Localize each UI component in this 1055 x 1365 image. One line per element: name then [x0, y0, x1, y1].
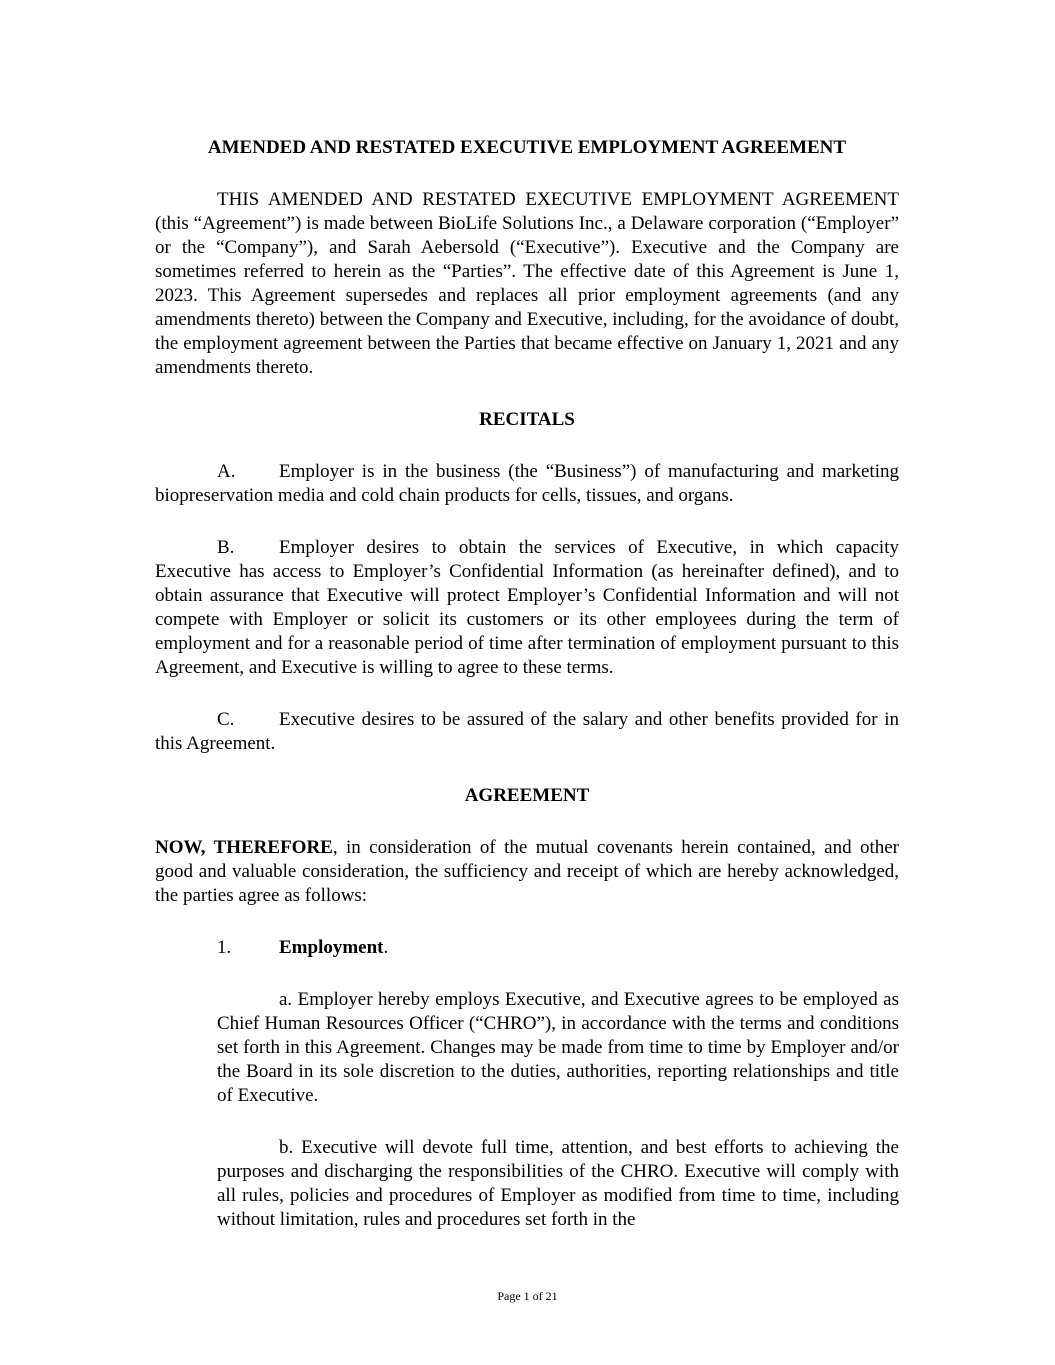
- section-number: 1.: [217, 937, 232, 958]
- recital-text: Executive desires to be assured of the salary and other benefits provided for in this Agreement.: [155, 709, 899, 754]
- recital-a: [155, 460, 899, 508]
- recital-letter: A.: [217, 461, 236, 482]
- recital-letter: C.: [217, 709, 235, 730]
- recital-letter: B.: [217, 537, 235, 558]
- section-title-suffix: .: [383, 937, 389, 958]
- section-1b: b. Executive will devote full time, attention, and best efforts to achieving the purposes and discharging the responsibilities of the CHRO. Executive will comply with all rules, policies and procedures of Employer as modified from time to time, including without limitation, rules and procedures set forth in the: [217, 1137, 899, 1230]
- now-therefore-lead: NOW, THEREFORE: [155, 837, 333, 858]
- now-therefore-text: , in consideration of the mutual covenants herein contained, and other good and valuable consideration, the sufficiency and receipt of which are hereby acknowledged, the parties agree as follows:: [155, 837, 899, 906]
- agreement-heading: AGREEMENT: [464, 785, 590, 806]
- now-therefore-paragraph: [155, 836, 899, 908]
- intro-paragraph: THIS AMENDED AND RESTATED EXECUTIVE EMPLOYMENT AGREEMENT (this “Agreement”) is made between BioLife Solutions Inc., a Delaware corporation (“Employer” or the “Company”), and Sarah Aebersold (“Executive”). Executive and the Company are sometimes referred to herein as the “Parties”. The effective date of this Agreement is June 1, 2023. This Agreement supersedes and replaces all prior employment agreements (and any amendments thereto) between the Company and Executive, including, for the avoidance of doubt, the employment agreement between the Parties that became effective on January 1, 2021 and any amendments thereto.: [155, 189, 899, 378]
- recitals-heading: RECITALS: [479, 409, 575, 430]
- recital-text: Employer is in the business (the “Business”) of manufacturing and marketing biopreservation media and cold chain products for cells, tissues, and organs.: [155, 461, 899, 506]
- recital-c: [155, 708, 899, 756]
- section-1-heading: [155, 936, 899, 960]
- document-title: AMENDED AND RESTATED EXECUTIVE EMPLOYMENT AGREEMENT: [207, 137, 847, 158]
- recital-b: [155, 536, 899, 680]
- section-title: Employment: [279, 937, 384, 958]
- section-1a: a. Employer hereby employs Executive, and Executive agrees to be employed as Chief Human Resources Officer (“CHRO”), in accordance with the terms and conditions set forth in this Agreement. Changes may be made from time to time by Employer and/or the Board in its sole discretion to the duties, authorities, reporting relationships and title of Executive.: [217, 989, 899, 1106]
- page-footer: Page 1 of 21: [497, 1289, 558, 1303]
- document-page: [155, 136, 899, 1260]
- recital-text: Employer desires to obtain the services of Executive, in which capacity Executive has access to Employer’s Confidential Information (as hereinafter defined), and to obtain assurance that Executive will protect Employer’s Confidential Information and will not compete with Employer or solicit its customers or its other employees during the term of employment and for a reasonable period of time after termination of employment pursuant to this Agreement, and Executive is willing to agree to these terms.: [155, 537, 899, 678]
